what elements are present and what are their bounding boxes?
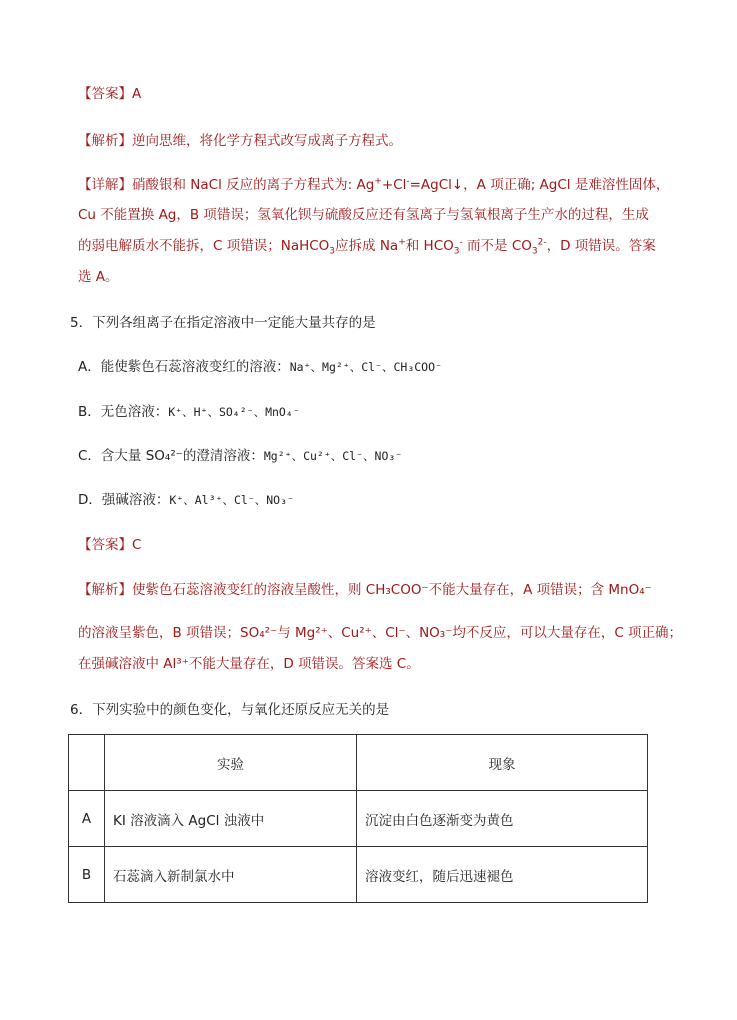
header-cell-experiment: 实验: [105, 735, 357, 791]
q6-stem: 6．下列实验中的颜色变化，与氧化还原反应无关的是: [70, 702, 390, 718]
row-label: A: [69, 791, 105, 847]
answer-tag: 【答案】: [78, 86, 132, 102]
analysis-tag: 【解析】: [78, 582, 132, 598]
experiment-table: [68, 734, 648, 903]
row-label: B: [69, 847, 105, 903]
answer-tag: 【答案】: [78, 537, 132, 553]
q4-detail-line-4: 选 A。: [78, 269, 119, 285]
answer-value: A: [132, 86, 142, 102]
q5-option-d: D．强碱溶液：K⁺、Al³⁺、Cl⁻、NO₃⁻: [78, 492, 294, 508]
q4-detail-line-1: 【详解】硝酸银和 NaCl 反应的离子方程式为: Ag++Cl-=AgCl↓，A 项正确; AgCl 是难溶性固体，: [78, 176, 670, 193]
q4-answer: [78, 82, 141, 102]
q5-option-c: C．含大量 SO₄²⁻的澄清溶液：Mg²⁺、Cu²⁺、Cl⁻、NO₃⁻: [78, 448, 403, 464]
header-cell-index: [69, 735, 105, 791]
answer-value: C: [132, 537, 142, 553]
q5-analysis-line-3: 在强碱溶液中 Al³⁺不能大量存在，D 项错误。答案选 C。: [78, 656, 420, 672]
detail-tag: 【详解】: [78, 177, 132, 193]
table-row: [69, 847, 648, 903]
q5-analysis-line-1: 【解析】使紫色石蕊溶液变红的溶液呈酸性，则 CH₃COO⁻不能大量存在，A 项错误；含 MnO₄⁻: [78, 582, 652, 598]
phenomenon-cell: 溶液变红，随后迅速褪色: [357, 847, 648, 903]
q4-analysis: [78, 129, 402, 149]
q5-analysis-line-2: 的溶液呈紫色，B 项错误；SO₄²⁻与 Mg²⁺、Cu²⁺、Cl⁻、NO₃⁻均不反应，可以大量存在，C 项正确；: [78, 625, 683, 641]
experiment-cell: KI 溶液滴入 AgCl 浊液中: [105, 791, 357, 847]
q5-answer: [78, 533, 141, 553]
q5-stem: 5．下列各组离子在指定溶液中一定能大量共存的是: [70, 315, 376, 331]
experiment-cell: 石蕊滴入新制氯水中: [105, 847, 357, 903]
table-header-row: [69, 735, 648, 791]
header-cell-phenomenon: 现象: [357, 735, 648, 791]
q5-option-b: B．无色溶液：K⁺、H⁺、SO₄²⁻、MnO₄⁻: [78, 404, 300, 420]
q5-option-a: A．能使紫色石蕊溶液变红的溶液：Na⁺、Mg²⁺、Cl⁻、CH₃COO⁻: [78, 359, 442, 375]
analysis-tag: 【解析】: [78, 133, 132, 149]
phenomenon-cell: 沉淀由白色逐渐变为黄色: [357, 791, 648, 847]
q4-detail-line-2: Cu 不能置换 Ag，B 项错误；氢氧化钡与硫酸反应还有氢离子与氢氧根离子生产水的过程，生成: [78, 207, 649, 223]
q4-detail-line-3: 的弱电解质水不能拆，C 项错误；NaHCO$_3$应拆成 Na+和 $HCO_3^-$ 而不是 $CO_3^{2-}$，D 项错误。答案: [78, 237, 656, 257]
table-row: [69, 791, 648, 847]
analysis-text: 逆向思维，将化学方程式改写成离子方程式。: [132, 133, 402, 149]
